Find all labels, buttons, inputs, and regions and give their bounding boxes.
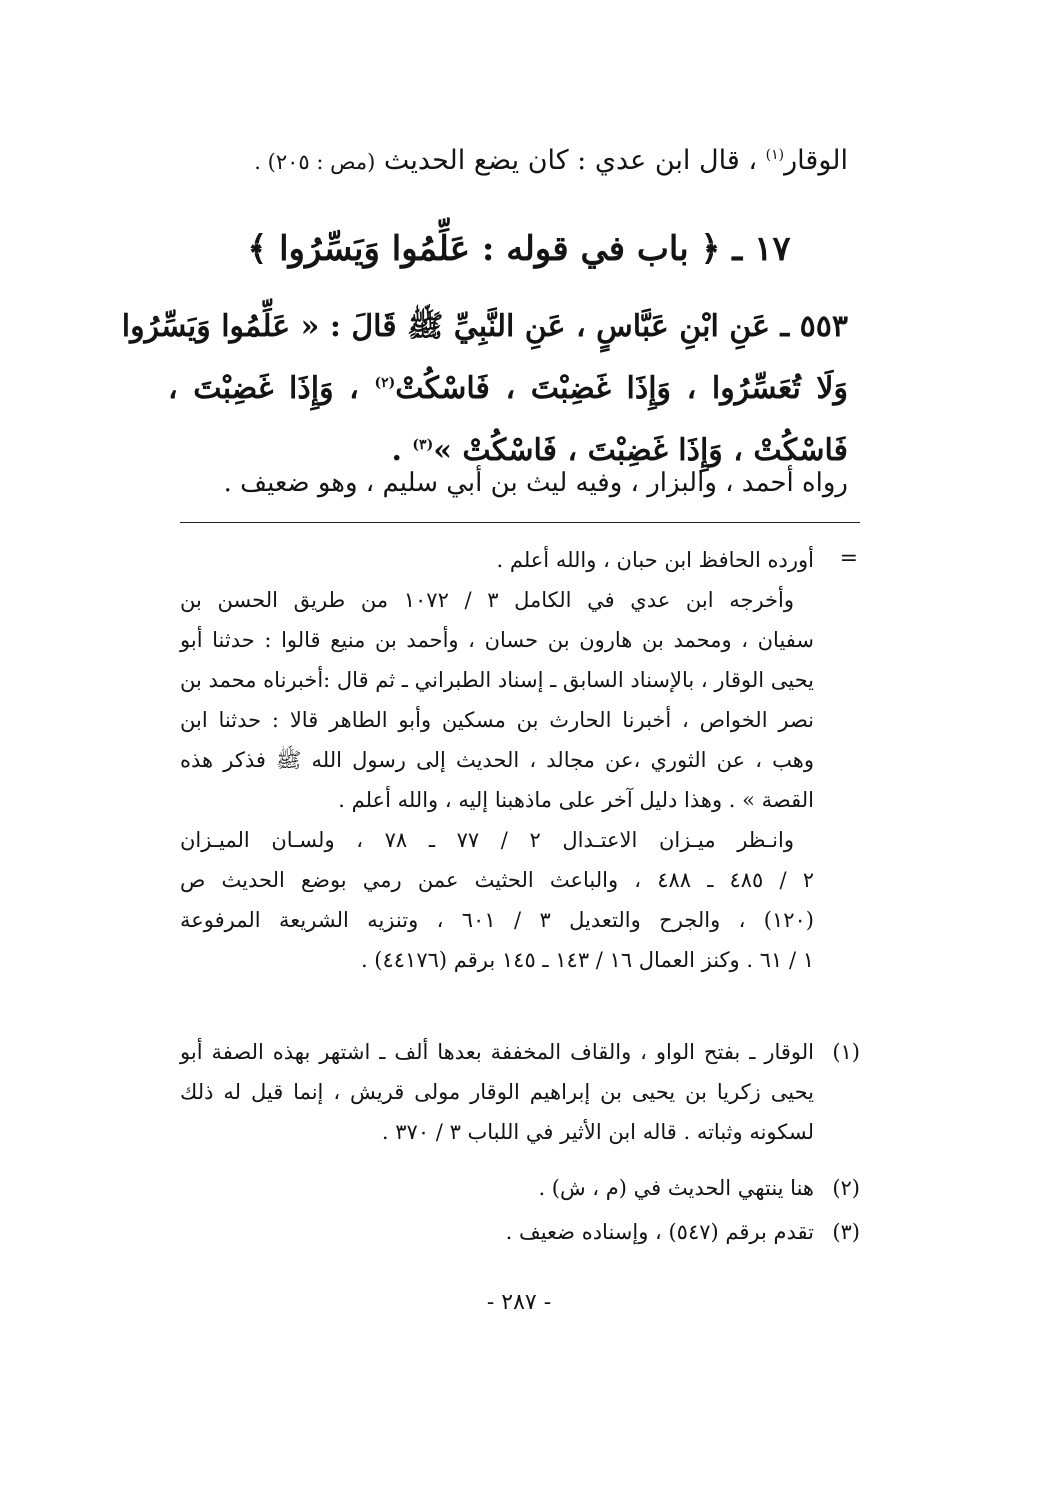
carried-footnote xyxy=(180,540,860,980)
footnote-ref-1: (١) xyxy=(765,147,785,163)
footnote-separator xyxy=(180,522,860,523)
note-line-9: ٢ / ٤٨٥ ـ ٤٨٨ ، والباعث الحثيث عمن رمي بوضع الحديث ص xyxy=(180,868,814,892)
note-line-2: وأخرجه ابن عدي في الكامل ٣ / ١٠٧٢ من طريق الحسن بن xyxy=(180,588,794,612)
hadith-line-3b: . xyxy=(391,433,402,468)
footnote-1-line-1: الوقار ـ بفتح الواو ، والقاف المخففة بعدها ألف ـ اشتهر بهذه الصفة أبو xyxy=(180,1040,814,1064)
note-line-6: وهب ، عن الثوري ،عن مجالد ، الحديث إلى رسول الله ﷺ فذكر هذه xyxy=(180,748,814,772)
note-line-7: القصة » . وهذا دليل آخر على ماذهبنا إليه ، والله أعلم . xyxy=(338,788,814,812)
footnote-3 xyxy=(180,1212,860,1252)
top-line xyxy=(168,130,848,193)
chapter-title: ١٧ ـ ﴿ باب في قوله : عَلِّمُوا وَيَسِّرُوا ﴾ xyxy=(247,229,791,269)
footnote-2-line-1: هنا ينتهي الحديث في (م ، ش) . xyxy=(538,1176,814,1200)
hadith-line-2b: ، وَإِذَا غَضِبْتَ ، xyxy=(168,371,359,406)
footnote-ref-3: (٣) xyxy=(412,437,434,453)
note-line-8: وانـظر ميـزان الاعتـدال ٢ / ٧٧ ـ ٧٨ ، ولسـان الميـزان xyxy=(180,828,794,852)
note-line-3: سفيان ، ومحمد بن هارون بن حسان ، وأحمد بن منيع قالوا : حدثنا أبو xyxy=(180,628,814,652)
top-line-page-ref: (مص : ٢٠٥) . xyxy=(254,150,376,174)
hadith-text xyxy=(121,296,848,482)
footnote-1-line-2: يحيى زكريا بن يحيى بن إبراهيم الوقار مولى قريش ، إنما قيل له ذلك xyxy=(180,1080,814,1104)
note-line-4: يحيى الوقار ، بالإسناد السابق ـ إسناد الطبراني ـ ثم قال :أخبرناه محمد بن xyxy=(180,668,814,692)
footnote-1-number: (١) xyxy=(832,1040,860,1064)
hadith-line-1: ٥٥٣ ـ عَنِ ابْنِ عَبَّاسٍ ، عَنِ النَّبِيِّ ﷺ قَالَ : « عَلِّمُوا وَيَسِّرُوا xyxy=(121,309,848,344)
continuation-marker: = xyxy=(839,546,858,571)
footnote-2-number: (٢) xyxy=(832,1176,860,1200)
note-line-1: أورده الحافظ ابن حبان ، والله أعلم . xyxy=(496,548,814,572)
footnote-ref-2: (٢) xyxy=(374,375,396,391)
hadith-line-3a: فَاسْكُتْ ، وَإِذَا غَضِبْتَ ، فَاسْكُتْ » xyxy=(433,433,848,468)
footnote-3-number: (٣) xyxy=(832,1220,860,1244)
note-line-11: ١ / ٦١ . وكنز العمال ١٦ / ١٤٣ ـ ١٤٥ برقم (٤٤١٧٦) . xyxy=(360,948,814,972)
hadith-line-2 xyxy=(168,358,848,420)
page-number: - ٢٨٧ - xyxy=(486,1290,552,1315)
footnote-1 xyxy=(180,1032,860,1152)
footnote-2 xyxy=(180,1168,860,1208)
note-line-5: نصر الخواص ، أخبرنا الحارث بن مسكين وأبو الطاهر قالا : حدثنا ابن xyxy=(180,708,814,732)
note-line-10: (١٢٠) ، والجرح والتعديل ٣ / ٦٠١ ، وتنزيه الشريعة المرفوعة xyxy=(180,908,814,932)
footnote-3-line-1: تقدم برقم (٥٤٧) ، وإسناده ضعيف . xyxy=(505,1220,814,1244)
footnote-1-line-3: لسكونه وثباته . قاله ابن الأثير في اللباب ٣ / ٣٧٠ . xyxy=(381,1120,814,1144)
hadith-line-2a: وَلَا تُعَسِّرُوا ، وَإِذَا غَضِبْتَ ، فَاسْكُتْ xyxy=(395,371,848,406)
top-line-prefix: الوقار xyxy=(784,145,848,176)
top-line-text: ، قال ابن عدي : كان يضع الحديث xyxy=(383,145,758,176)
hadith-source: رواه أحمد ، والبزار ، وفيه ليث بن أبي سليم ، وهو ضعيف . xyxy=(223,468,848,498)
